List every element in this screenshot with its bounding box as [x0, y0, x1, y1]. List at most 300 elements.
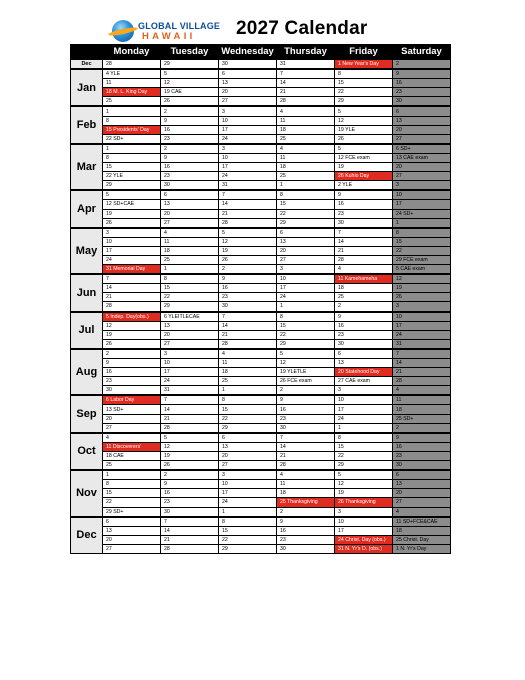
day-cell-tuesday: 30: [161, 181, 219, 191]
day-cell-friday: 7: [335, 228, 393, 238]
day-cell-tuesday: 22: [161, 293, 219, 302]
day-cell-monday: 20: [103, 535, 161, 544]
day-cell-monday: 15: [103, 163, 161, 172]
month-label: Nov: [71, 470, 103, 516]
day-cell-tuesday: 21: [161, 414, 219, 423]
week-row: [71, 377, 451, 386]
day-cell-thursday: 28: [277, 97, 335, 107]
week-row: [71, 172, 451, 181]
day-cell-thursday: 7: [277, 433, 335, 443]
day-cell-saturday: 20: [393, 125, 451, 134]
day-cell-thursday: 3: [277, 265, 335, 275]
day-cell-saturday: 27: [393, 498, 451, 507]
day-cell-friday: 9: [335, 312, 393, 322]
day-cell-tuesday: 16: [161, 163, 219, 172]
day-cell-thursday: 16: [277, 405, 335, 414]
day-cell-monday: 4: [103, 433, 161, 443]
day-cell-thursday: 30: [277, 544, 335, 553]
day-cell-saturday: 23: [393, 451, 451, 460]
day-cell-wednesday: 6: [219, 69, 277, 79]
day-cell-friday: 2 YLE: [335, 181, 393, 191]
day-cell-saturday: 23: [393, 88, 451, 97]
week-row: [71, 88, 451, 97]
day-cell-friday: 5: [335, 144, 393, 154]
day-cell-friday: 15: [335, 79, 393, 88]
month-label: Jan: [71, 69, 103, 106]
day-cell-monday: 24: [103, 255, 161, 264]
week-row: [71, 480, 451, 489]
day-cell-monday: 17: [103, 246, 161, 255]
day-cell-tuesday: 28: [161, 423, 219, 433]
logo-text-line1: GLOBAL VILLAGE: [138, 21, 221, 31]
holiday-cell: 11 Kamehameha: [335, 274, 393, 284]
weekday-header-thursday: Thursday: [277, 45, 335, 60]
day-cell-tuesday: 5: [161, 69, 219, 79]
month-label: Feb: [71, 106, 103, 143]
day-cell-wednesday: 29: [219, 423, 277, 433]
day-cell-friday: 29: [335, 461, 393, 471]
day-cell-saturday: 28: [393, 377, 451, 386]
day-cell-wednesday: 10: [219, 480, 277, 489]
month-label: Jul: [71, 312, 103, 349]
day-cell-wednesday: 20: [219, 451, 277, 460]
day-cell-tuesday: 12: [161, 79, 219, 88]
day-cell-saturday: 22: [393, 246, 451, 255]
day-cell-wednesday: 22: [219, 414, 277, 423]
day-cell-monday: 15: [103, 489, 161, 498]
week-row: [71, 302, 451, 312]
day-cell-monday: 1: [103, 144, 161, 154]
day-cell-monday: 30: [103, 386, 161, 396]
day-cell-friday: 27 CAE exam: [335, 377, 393, 386]
day-cell-friday: 22: [335, 451, 393, 460]
day-cell-wednesday: 24: [219, 498, 277, 507]
day-cell-friday: 28: [335, 255, 393, 264]
day-cell-thursday: 30: [277, 423, 335, 433]
day-cell-thursday: 19 YLETLE: [277, 368, 335, 377]
day-cell-wednesday: 8: [219, 395, 277, 405]
day-cell-friday: 22: [335, 88, 393, 97]
day-cell-wednesday: 25: [219, 377, 277, 386]
day-cell-monday: 9: [103, 359, 161, 368]
day-cell-thursday: 18: [277, 489, 335, 498]
week-row: [71, 228, 451, 238]
day-cell-saturday: 1: [393, 218, 451, 228]
day-cell-saturday: 18: [393, 405, 451, 414]
day-cell-wednesday: 26: [219, 255, 277, 264]
day-cell-saturday: 5 CAE exam: [393, 265, 451, 275]
week-row: [71, 423, 451, 433]
week-row: [71, 163, 451, 172]
day-cell-wednesday: 29: [219, 544, 277, 553]
day-cell-wednesday: 9: [219, 274, 277, 284]
day-cell-tuesday: 11: [161, 237, 219, 246]
day-cell-friday: 23: [335, 209, 393, 218]
day-cell-monday: 6: [103, 517, 161, 527]
day-cell-thursday: 27: [277, 255, 335, 264]
day-cell-thursday: 26 FCE exam: [277, 377, 335, 386]
day-cell-monday: 26: [103, 218, 161, 228]
day-cell-wednesday: 6: [219, 433, 277, 443]
day-cell-monday: 27: [103, 423, 161, 433]
day-cell-wednesday: 21: [219, 330, 277, 339]
day-cell-wednesday: 8: [219, 517, 277, 527]
day-cell-friday: 19 YLE: [335, 125, 393, 134]
week-row: [71, 153, 451, 162]
month-label: Sep: [71, 395, 103, 432]
day-cell-wednesday: 7: [219, 312, 277, 322]
day-cell-saturday: 2: [393, 423, 451, 433]
day-cell-thursday: 4: [277, 106, 335, 116]
day-cell-saturday: 10: [393, 312, 451, 322]
day-cell-saturday: 26: [393, 293, 451, 302]
day-cell-friday: 19: [335, 163, 393, 172]
day-cell-monday: 25: [103, 97, 161, 107]
day-cell-saturday: 19: [393, 284, 451, 293]
day-cell-saturday: 6: [393, 106, 451, 116]
day-cell-monday: 22 SD+: [103, 134, 161, 144]
day-cell-thursday: 12: [277, 359, 335, 368]
holiday-cell: 25 Thanksgiving: [277, 498, 335, 507]
week-row: [71, 498, 451, 507]
day-cell-monday: 25: [103, 461, 161, 471]
day-cell-monday: 29 SD+: [103, 507, 161, 517]
day-cell-monday: 22 YLE: [103, 172, 161, 181]
day-cell-wednesday: 17: [219, 163, 277, 172]
day-cell-wednesday: 17: [219, 125, 277, 134]
week-row: [71, 265, 451, 275]
day-cell-tuesday: 2: [161, 106, 219, 116]
day-cell-monday: 20: [103, 414, 161, 423]
day-cell-saturday: 9: [393, 433, 451, 443]
day-cell-monday: 7: [103, 274, 161, 284]
day-cell-tuesday: 3: [161, 349, 219, 359]
day-cell-thursday: 31: [277, 59, 335, 69]
day-cell-wednesday: 22: [219, 535, 277, 544]
holiday-cell: 6 Labor Day: [103, 395, 161, 405]
day-cell-saturday: 31: [393, 339, 451, 349]
day-cell-tuesday: 23: [161, 134, 219, 144]
day-cell-thursday: 22: [277, 330, 335, 339]
day-cell-thursday: 9: [277, 395, 335, 405]
day-cell-wednesday: 13: [219, 79, 277, 88]
week-row: [71, 386, 451, 396]
day-cell-monday: 8: [103, 116, 161, 125]
week-row: [71, 312, 451, 322]
day-cell-friday: 12: [335, 480, 393, 489]
day-cell-thursday: 18: [277, 125, 335, 134]
day-cell-wednesday: 27: [219, 97, 277, 107]
day-cell-tuesday: 29: [161, 302, 219, 312]
day-cell-thursday: 14: [277, 442, 335, 451]
day-cell-saturday: 20: [393, 163, 451, 172]
day-cell-tuesday: 1: [161, 265, 219, 275]
day-cell-wednesday: 21: [219, 209, 277, 218]
week-row: [71, 517, 451, 527]
day-cell-tuesday: 8: [161, 274, 219, 284]
day-cell-friday: 16: [335, 321, 393, 330]
weekday-header-saturday: Saturday: [393, 45, 451, 60]
day-cell-monday: 14: [103, 284, 161, 293]
day-cell-thursday: 14: [277, 79, 335, 88]
day-cell-friday: 4: [335, 265, 393, 275]
day-cell-tuesday: 7: [161, 517, 219, 527]
day-cell-saturday: 17: [393, 321, 451, 330]
day-cell-wednesday: 31: [219, 181, 277, 191]
week-row: [71, 97, 451, 107]
day-cell-saturday: 13: [393, 116, 451, 125]
day-cell-wednesday: 19: [219, 246, 277, 255]
day-cell-thursday: 9: [277, 517, 335, 527]
day-cell-saturday: 12: [393, 274, 451, 284]
day-cell-saturday: 6 SD+: [393, 144, 451, 154]
day-cell-thursday: 11: [277, 153, 335, 162]
day-cell-tuesday: 12: [161, 442, 219, 451]
day-cell-wednesday: 3: [219, 470, 277, 480]
day-cell-thursday: 15: [277, 200, 335, 209]
day-cell-friday: 6: [335, 349, 393, 359]
day-cell-friday: 24: [335, 414, 393, 423]
day-cell-tuesday: 4: [161, 228, 219, 238]
day-cell-tuesday: 15: [161, 284, 219, 293]
holiday-cell: 31 Memorial Day: [103, 265, 161, 275]
day-cell-friday: 3: [335, 386, 393, 396]
week-row: [71, 144, 451, 154]
day-cell-thursday: 2: [277, 386, 335, 396]
day-cell-monday: 13 SD+: [103, 405, 161, 414]
day-cell-thursday: 10: [277, 274, 335, 284]
day-cell-wednesday: 28: [219, 339, 277, 349]
day-cell-thursday: 29: [277, 339, 335, 349]
day-cell-friday: 15: [335, 442, 393, 451]
day-cell-wednesday: 3: [219, 144, 277, 154]
month-label: Mar: [71, 144, 103, 190]
day-cell-monday: 19: [103, 209, 161, 218]
holiday-cell: 5 Indep. Day(obs.): [103, 312, 161, 322]
day-cell-monday: 5: [103, 190, 161, 200]
day-cell-thursday: 20: [277, 246, 335, 255]
day-cell-tuesday: 27: [161, 218, 219, 228]
day-cell-friday: 14: [335, 237, 393, 246]
day-cell-saturday: 27: [393, 172, 451, 181]
day-cell-monday: 21: [103, 293, 161, 302]
weekday-header-row: [71, 45, 451, 60]
day-cell-saturday: 14: [393, 359, 451, 368]
week-row: [71, 237, 451, 246]
day-cell-wednesday: 11: [219, 359, 277, 368]
week-row: [71, 349, 451, 359]
day-cell-saturday: 29 FCE exam: [393, 255, 451, 264]
holiday-cell: 18 M. L. King Day: [103, 88, 161, 97]
day-cell-tuesday: 29: [161, 59, 219, 69]
day-cell-saturday: 4: [393, 507, 451, 517]
day-cell-thursday: 2: [277, 507, 335, 517]
day-cell-tuesday: 20: [161, 330, 219, 339]
week-row: [71, 209, 451, 218]
global-village-hawaii-logo: [112, 20, 222, 42]
day-cell-saturday: 16: [393, 79, 451, 88]
day-cell-wednesday: 18: [219, 368, 277, 377]
holiday-cell: 1 New Year's Day: [335, 59, 393, 69]
day-cell-friday: 19: [335, 489, 393, 498]
day-cell-monday: 16: [103, 368, 161, 377]
day-cell-saturday: 30: [393, 97, 451, 107]
day-cell-wednesday: 4: [219, 349, 277, 359]
week-row: [71, 190, 451, 200]
day-cell-thursday: 8: [277, 312, 335, 322]
day-cell-wednesday: 30: [219, 59, 277, 69]
day-cell-tuesday: 28: [161, 544, 219, 553]
day-cell-saturday: 27: [393, 134, 451, 144]
day-cell-thursday: 28: [277, 461, 335, 471]
day-cell-friday: 25: [335, 293, 393, 302]
week-row: [71, 106, 451, 116]
day-cell-friday: 2: [335, 302, 393, 312]
day-cell-monday: 28: [103, 302, 161, 312]
page-header: [0, 0, 525, 44]
day-cell-thursday: 5: [277, 349, 335, 359]
week-row: [71, 293, 451, 302]
week-row: [71, 200, 451, 209]
week-row: [71, 535, 451, 544]
week-row: [71, 395, 451, 405]
day-cell-tuesday: 31: [161, 386, 219, 396]
day-cell-thursday: 24: [277, 293, 335, 302]
day-cell-monday: 18 CAE: [103, 451, 161, 460]
week-row: [71, 414, 451, 423]
day-cell-tuesday: 26: [161, 97, 219, 107]
day-cell-saturday: 7: [393, 349, 451, 359]
week-row: [71, 405, 451, 414]
day-cell-tuesday: 2: [161, 470, 219, 480]
day-cell-saturday: 2: [393, 59, 451, 69]
day-cell-wednesday: 16: [219, 284, 277, 293]
month-label: Oct: [71, 433, 103, 470]
day-cell-wednesday: 14: [219, 200, 277, 209]
day-cell-monday: 23: [103, 377, 161, 386]
week-row: [71, 116, 451, 125]
week-row: [71, 284, 451, 293]
day-cell-friday: 8: [335, 69, 393, 79]
day-cell-wednesday: 13: [219, 442, 277, 451]
day-cell-wednesday: 15: [219, 405, 277, 414]
month-column-header: [71, 45, 103, 60]
day-cell-wednesday: 10: [219, 116, 277, 125]
day-cell-tuesday: 9: [161, 153, 219, 162]
day-cell-wednesday: 20: [219, 88, 277, 97]
day-cell-wednesday: 7: [219, 190, 277, 200]
day-cell-friday: 5: [335, 470, 393, 480]
day-cell-tuesday: 14: [161, 405, 219, 414]
day-cell-friday: 18: [335, 284, 393, 293]
day-cell-thursday: 11: [277, 116, 335, 125]
day-cell-monday: 10: [103, 237, 161, 246]
day-cell-thursday: 4: [277, 144, 335, 154]
day-cell-tuesday: 13: [161, 321, 219, 330]
day-cell-tuesday: 6 YLEITLECAE: [161, 312, 219, 322]
week-row: [71, 79, 451, 88]
week-row: [71, 321, 451, 330]
week-row: [71, 470, 451, 480]
day-cell-saturday: 13: [393, 480, 451, 489]
day-cell-saturday: 17: [393, 200, 451, 209]
day-cell-friday: 26: [335, 134, 393, 144]
day-cell-saturday: 4: [393, 386, 451, 396]
day-cell-wednesday: 1: [219, 507, 277, 517]
day-cell-monday: 4 YLE: [103, 69, 161, 79]
week-row: [71, 218, 451, 228]
holiday-cell: 15 Presidents' Day: [103, 125, 161, 134]
week-row: [71, 246, 451, 255]
week-row: [71, 442, 451, 451]
month-label: Jun: [71, 274, 103, 311]
day-cell-tuesday: 7: [161, 395, 219, 405]
day-cell-tuesday: 5: [161, 433, 219, 443]
week-row: [71, 507, 451, 517]
week-row: [71, 526, 451, 535]
day-cell-tuesday: 25: [161, 255, 219, 264]
day-cell-thursday: 21: [277, 451, 335, 460]
day-cell-thursday: 11: [277, 480, 335, 489]
day-cell-monday: 2: [103, 349, 161, 359]
week-row: [71, 274, 451, 284]
day-cell-wednesday: 30: [219, 302, 277, 312]
week-row: [71, 461, 451, 471]
day-cell-thursday: 18: [277, 163, 335, 172]
day-cell-wednesday: 12: [219, 237, 277, 246]
day-cell-friday: 3: [335, 507, 393, 517]
day-cell-saturday: 11: [393, 395, 451, 405]
day-cell-thursday: 23: [277, 535, 335, 544]
weekday-header-wednesday: Wednesday: [219, 45, 277, 60]
day-cell-saturday: 3: [393, 302, 451, 312]
day-cell-saturday: 30: [393, 461, 451, 471]
holiday-cell: 26 Thanksgiving: [335, 498, 393, 507]
day-cell-wednesday: 14: [219, 321, 277, 330]
day-cell-friday: 21: [335, 246, 393, 255]
day-cell-thursday: 22: [277, 209, 335, 218]
day-cell-saturday: 24 SD+: [393, 209, 451, 218]
day-cell-monday: 3: [103, 228, 161, 238]
day-cell-thursday: 16: [277, 526, 335, 535]
day-cell-friday: 9: [335, 190, 393, 200]
weekday-header-monday: Monday: [103, 45, 161, 60]
day-cell-monday: 29: [103, 181, 161, 191]
week-row: [71, 359, 451, 368]
week-row: [71, 59, 451, 69]
day-cell-saturday: 3: [393, 181, 451, 191]
month-label: May: [71, 228, 103, 274]
day-cell-wednesday: 2: [219, 265, 277, 275]
day-cell-friday: 30: [335, 218, 393, 228]
day-cell-thursday: 25: [277, 134, 335, 144]
day-cell-thursday: 17: [277, 284, 335, 293]
day-cell-tuesday: 9: [161, 116, 219, 125]
day-cell-wednesday: 15: [219, 526, 277, 535]
day-cell-saturday: 11 SD+FCE&CAE: [393, 517, 451, 527]
page-title: 2027 Calendar: [236, 18, 368, 39]
day-cell-friday: 1: [335, 423, 393, 433]
day-cell-friday: 29: [335, 97, 393, 107]
day-cell-friday: 12 FCE exam: [335, 153, 393, 162]
week-row: [71, 181, 451, 191]
weekday-header-friday: Friday: [335, 45, 393, 60]
day-cell-saturday: 10: [393, 190, 451, 200]
holiday-cell: 20 Statehood Day: [335, 368, 393, 377]
week-row: [71, 125, 451, 134]
day-cell-monday: 8: [103, 153, 161, 162]
day-cell-tuesday: 9: [161, 480, 219, 489]
